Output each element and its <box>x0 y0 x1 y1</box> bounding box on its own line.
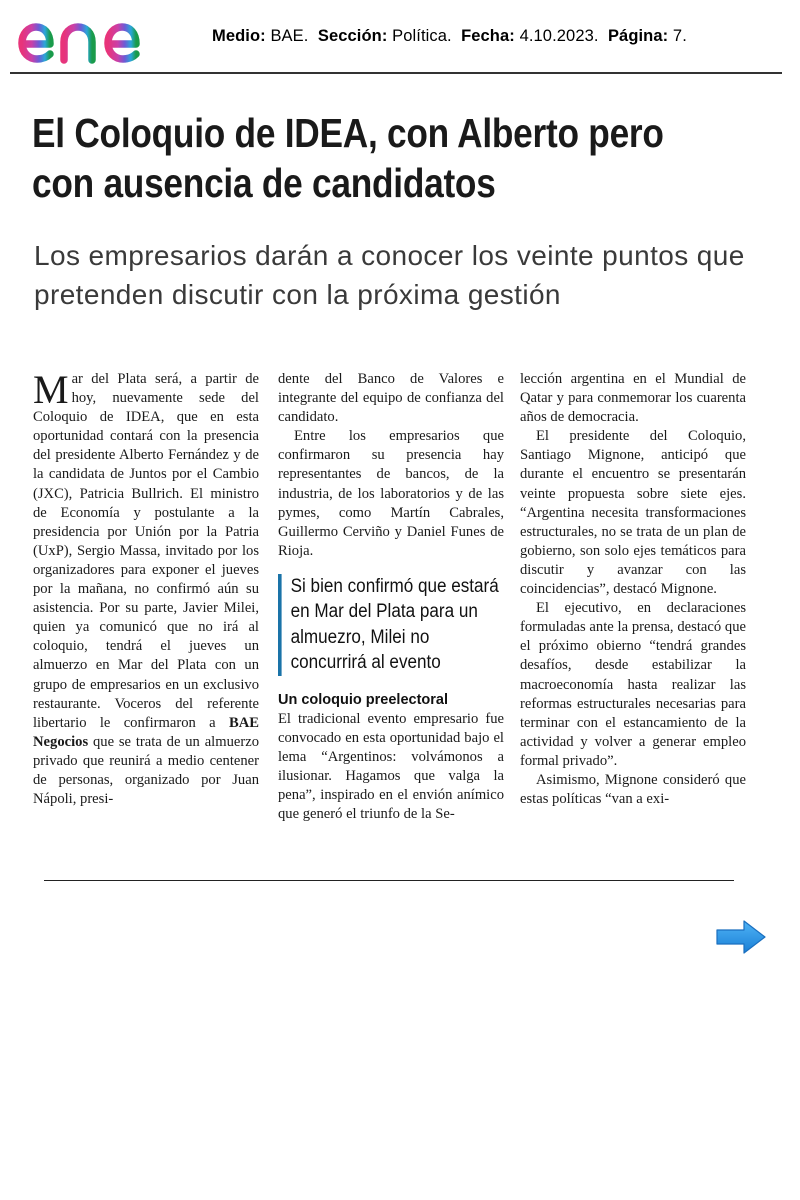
drop-cap: M <box>33 367 69 412</box>
paragraph-text: ar del Plata será, a partir de hoy, nuevamente sede del Coloquio de IDEA, que en esta oportunidad contará con la presencia del presidente Alberto Fernández y de la candidata de Juntos por el Cambio (JXC), Patricia Bullrich. El ministro de Economía y postulante a la presidencia por Unión por la Patria (UxP), Sergio Massa, invitado por los organizadores para exponer el jueves por la mañana, no confirmó aún su asistencia. Por su parte, Javier Milei, quien ya comunicó que no irá al coloquio, tendrá el jueves un almuerzo en Mar del Plata con un grupo de empresarios en un exclusivo restaurante. Voceros del referente libertario le confirmaron a <box>33 371 259 731</box>
publication-name: BAE Negocios <box>33 714 259 750</box>
paragraph-text: que se trata de un almuerzo privado que reunirá a medio centener de personas, organizado por Juan Nápoli, presi- <box>33 733 259 808</box>
pagina-value: 7. <box>672 27 687 45</box>
paragraph: Entre los empresarios que confirmaron su presencia hay representantes de bancos, de la industria, de los laboratorios y de las pymes, como Martín Cabrales, Guillermo Cerviño y Daniel Funes de Rioja. <box>278 428 504 559</box>
paragraph <box>33 367 259 809</box>
paragraph: El ejecutivo, en declaraciones formuladas ante la prensa, destacó que el próximo obierno “tendrá grandes desafíos, desde estabilizar la macroeconomía hasta realizar las reformas estructurales necesarias para terminar con el estancamiento de la actividad y volver a generar empleo formal privado”. <box>520 600 746 769</box>
paragraph: El presidente del Coloquio, Santiago Mignone, anticipó que durante el encuentro se presentarán veinte propuesta sobre siete ejes. “Argentina necesita transformaciones estructurales, no se trata de un plan de gobierno, son solo ejes temáticos para discutir y avanzar con las coincidencias”, destacó Mignone. <box>520 428 746 598</box>
medio-value: BAE. <box>270 27 309 45</box>
medio-label: Medio: <box>212 27 266 45</box>
paragraph: dente del Banco de Valores e integrante del equipo de confianza del candidato. <box>278 371 504 426</box>
section-subtitle: Un coloquio preelectoral <box>278 691 448 708</box>
seccion-label: Sección: <box>317 27 388 45</box>
article-headline: El Coloquio de IDEA, con Alberto pero con ausencia de candidatos <box>32 110 664 206</box>
arrow-right-icon[interactable] <box>714 918 768 956</box>
publication-meta <box>212 27 687 46</box>
fecha-value: 4.10.2023. <box>519 27 599 45</box>
fecha-label: Fecha: <box>461 27 515 45</box>
paragraph: El tradicional evento empresario fue convocado en esta oportunidad bajo el lema “Argentinos: volvámonos a ilusionar. Hagamos que valga la pena”, inspirado en el envión anímico que generó el triunfo de la Se- <box>278 710 504 823</box>
article-column-1 <box>33 367 259 809</box>
paragraph: Asimismo, Mignone consideró que estas políticas “van a exi- <box>520 771 746 808</box>
header-divider <box>10 72 782 74</box>
enel-logo <box>14 6 182 66</box>
paragraph: lección argentina en el Mundial de Qatar y para conmemorar los cuarenta años de democracia. <box>520 371 746 426</box>
article-end-divider <box>44 880 734 881</box>
pagina-label: Página: <box>607 27 669 45</box>
seccion-value: Política. <box>392 27 452 45</box>
article-column-2 <box>278 370 504 825</box>
pull-quote: Si bien confirmó que estará en Mar del Plata para un almuezro, Milei no concurrirá al evento <box>278 574 499 676</box>
article-column-3 <box>520 370 746 809</box>
article-subheadline: Los empresarios darán a conocer los veinte puntos que pretenden discutir con la próxima gestión <box>34 240 745 310</box>
